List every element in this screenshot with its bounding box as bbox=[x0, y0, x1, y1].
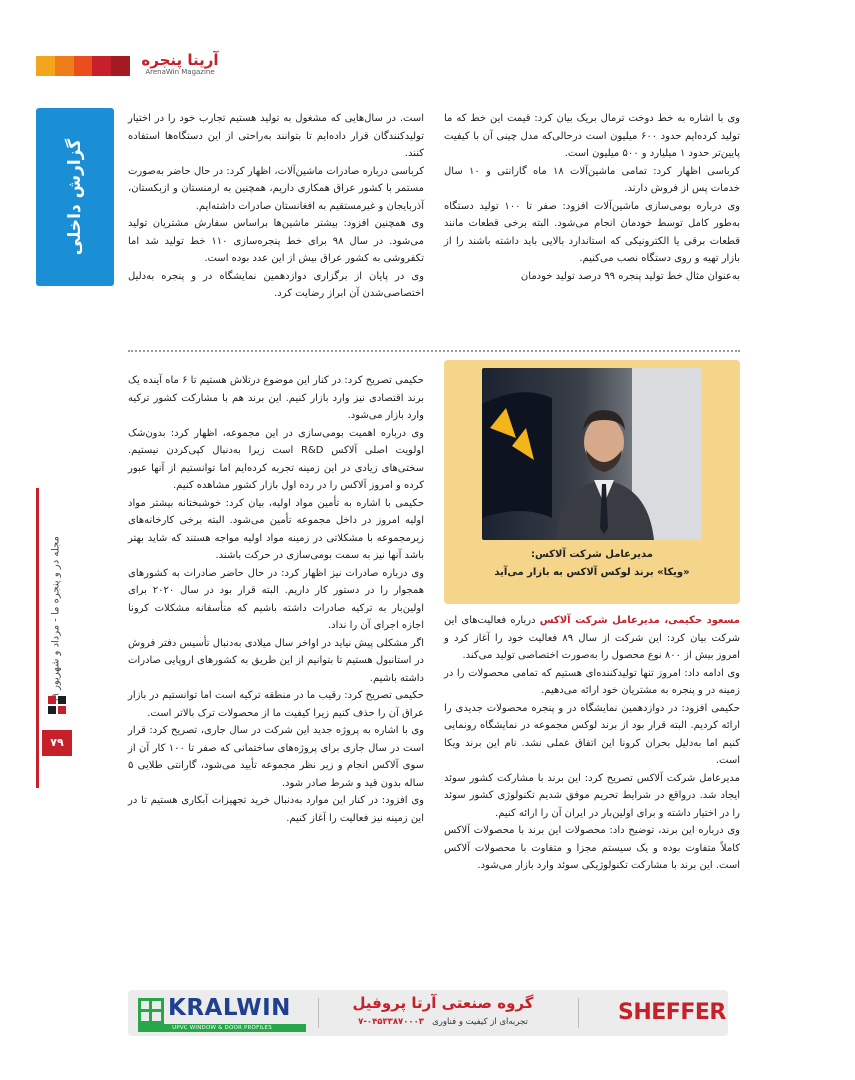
kralwin-subtitle: UPVC WINDOW & DOOR PROFILES bbox=[138, 1024, 306, 1032]
section-tab-label: گزارش داخلی bbox=[65, 138, 85, 256]
paragraph: است. در سال‌هایی که مشغول به تولید هستیم تجارب خود را در اختیار تولیدکنندگان قرار داده‌ایم تا بتوانند به‌راحتی از این دستگاه‌ها استفاده کنند. bbox=[128, 113, 424, 159]
paragraph: وی با اشاره به خط دوخت ترمال بریک بیان کرد: قیمت این خط که ما تولید کرده‌ایم حدود ۶۰۰ میلیون است در‌حالی‌که مدل چینی آن با کیفیت پایین‌تر حدود ۱ میلیارد و ۵۰۰ میلیون است. bbox=[444, 113, 741, 159]
interviewee-photo bbox=[482, 368, 702, 540]
paragraph: حکیمی تصریح کرد: در کنار این موضوع درتلاش هستیم تا ۶ ماه آینده یک برند اقتصادی نیز وارد بازار کنیم. این برند هم با مشارکت کشور ترکیه وارد بازار می‌شود. bbox=[128, 375, 424, 421]
page-number: ۷۹ bbox=[42, 730, 72, 756]
paragraph: مدیرعامل شرکت آلاکس تصریح کرد: این برند با مشارکت کشور سوئد ایجاد شد. درواقع در شرایط تحریم موفق شدیم تکنولوژی کشور سوئد را در اختیار داشته و برای اولین‌بار در ایران آن را ارائه کنیم. bbox=[444, 772, 740, 819]
margin-accent-rule bbox=[36, 488, 39, 788]
section-divider bbox=[128, 350, 740, 352]
lead-name: مسعود حکیمی، مدیرعامل شرکت آلاکس bbox=[539, 615, 740, 626]
ad-divider bbox=[578, 998, 579, 1028]
caption-line: مدیرعامل شرکت آلاکس: bbox=[531, 549, 653, 560]
article-column-bottom-right bbox=[444, 612, 740, 875]
paragraph: حکیمی با اشاره به تأمین مواد اولیه، بیان کرد: خوشبختانه بیشتر مواد اولیه امروز در داخل مجموعه تأمین می‌شود. البته برخی کارخانه‌های زیرمجموعه با مشکلاتی در زمینه مواد اولیه مواجه هستند که شاید بهتر باشد آنها نیز به سمت بومی‌سازی در حرکت باشند. bbox=[128, 497, 424, 561]
paragraph: به‌عنوان مثال خط تولید پنجره ۹۹ درصد تولید خودمان bbox=[520, 270, 740, 282]
article-column-top-right bbox=[444, 110, 740, 285]
paragraph: وی افزود: در کنار این موارد به‌دنبال خرید تجهیزات آبکاری هستیم تا در این زمینه نیز فعالیت را آغاز کنیم. bbox=[128, 795, 424, 824]
paragraph: وی درباره اهمیت بومی‌سازی در این مجموعه، اظهار کرد: بدون‌شک اولویت اصلی آلاکس R&D است زیرا به‌دنبال کپی‌کردن نیستیم. سختی‌های زیادی در این زمینه تجربه کرده‌ایم اما توانستیم از آنها عبور کرده و امروز آلاکس را در رده اول بازار کشور مشاهده کنیم. bbox=[128, 427, 424, 491]
ad-divider bbox=[318, 998, 319, 1028]
logo-color-bars bbox=[36, 56, 130, 76]
paragraph: حکیمی تصریح کرد: رقیب ما در منطقه ترکیه است اما توانستیم در بازار عراق آن را حذف کنیم زیرا کیفیت ما از محصولات ترک بالاتر است. bbox=[128, 690, 424, 719]
paragraph: کرباسی اظهار کرد: تمامی ماشین‌آلات ۱۸ ماه گارانتی و ۱۰ سال خدمات پس از فروش دارند. bbox=[444, 165, 740, 194]
paragraph: وی همچنین افزود: بیشتر ماشین‌ها براساس سفارش مشتریان تولید می‌شود. در سال ۹۸ برای خط پنجره‌سازی ۱۱۰ خط تولید شد اما تکفروشی به کشور عراق بیش از این عدد بوده است. bbox=[128, 218, 424, 264]
paragraph: وی ادامه داد: امروز تنها تولیدکننده‌ای هستیم که تمامی محصولات را در زمینه در و پنجره به مشتریان خود ارائه می‌دهیم. bbox=[444, 667, 740, 696]
advertisement-banner[interactable] bbox=[128, 990, 728, 1036]
lead-rest: درباره فعالیت‌های این شرکت بیان کرد: این شرکت از سال ۸۹ فعالیت خود را آغاز کرد و امروز بیش از ۸۰۰ نوع محصول را به‌صورت اختصاصی تولید می‌کند. bbox=[444, 615, 740, 661]
ad-phone: ۰۴۵۳۳۸۷۰۰۰۳-۷ bbox=[358, 1017, 424, 1027]
paragraph: وی درباره بومی‌سازی ماشین‌آلات افزود: صفر تا ۱۰۰ تولید دستگاه به‌طور کامل توسط خودمان انجام می‌شود. البته برخی قطعات مانند قطعات برقی یا الکترونیکی که استاندارد بالایی باید داشته باشند را از بازار تهیه و روی دستگاه نصب می‌کنیم. bbox=[444, 200, 740, 264]
ad-title: گروه صنعتی آرتا پروفیل bbox=[352, 994, 534, 1012]
lead-paragraph bbox=[444, 612, 740, 665]
paragraph: اگر مشکلی پیش نیاید در اواخر سال میلادی به‌دنبال تأسیس دفتر فروش در استانبول هستیم تا بتوانیم از این طریق به کشورهای اروپایی صادرات داشته باشیم. bbox=[128, 637, 424, 684]
article-column-bottom-left bbox=[128, 372, 424, 827]
ad-tagline-text: تجربه‌ای از کیفیت و فناوری bbox=[432, 1017, 528, 1027]
interview-photo-box bbox=[444, 360, 740, 604]
caption-line: «ویکا» برند لوکس آلاکس به بازار می‌آید bbox=[494, 567, 690, 578]
kralwin-name: KRALWIN bbox=[168, 995, 291, 1021]
logo-wordmark bbox=[132, 52, 228, 77]
magazine-logo bbox=[36, 50, 228, 82]
logo-subtitle: ArenaWin Magazine bbox=[145, 68, 215, 76]
ad-tagline bbox=[328, 1014, 558, 1030]
photo-caption bbox=[444, 546, 740, 582]
article-column-top-left bbox=[128, 110, 424, 303]
paragraph: کرباسی درباره صادرات ماشین‌آلات، اظهار کرد: در حال حاضر به‌صورت مستمر با کشور عراق همکاری داریم، همچنین به ارمنستان و ازبکستان، آذربایجان و غیرمستقیم به افغانستان صادرات داشته‌ایم. bbox=[128, 165, 424, 212]
sheffer-logo: SHEFFER bbox=[618, 1000, 726, 1025]
running-title-text: مجله در و پنجره ما - مرداد و شهریور bbox=[50, 536, 62, 690]
paragraph: حکیمی افزود: در دوازدهمین نمایشگاه در و پنجره محصولات جدیدی را ارائه کردیم. البته قرار بود از برند لوکس مجموعه در نمایشگاه رونمایی کنیم اما به‌دلیل بحران کرونا این اتفاق عملی نشد. نام این برند ویکا است. bbox=[444, 702, 740, 766]
kralwin-logo bbox=[136, 994, 306, 1032]
magazine-emblem-icon bbox=[46, 694, 68, 716]
paragraph: وی درباره این برند، توضیح داد: محصولات این برند با محصولات آلاکس کاملاً متفاوت بوده و یک سیستم مجزا و متفاوت با محصولات آلاکس است. این برند با مشارکت تکنولوژیکی سوئد وارد بازار می‌شود. bbox=[444, 825, 740, 871]
section-tab bbox=[36, 108, 114, 286]
arta-profil-ad bbox=[328, 992, 558, 1034]
paragraph: وی در پایان از برگزاری دوازدهمین نمایشگاه در و پنجره به‌دلیل اختصاصی‌شدن آن ابراز رضایت کرد. bbox=[128, 270, 424, 299]
paragraph: وی با اشاره به پروژه جدید این شرکت در سال جاری، تصریح کرد: قرار است در سال جاری برای پروژه‌های ساختمانی که صفر تا ۱۰۰ کار آن از سوی آلاکس انجام و زیر نظر مجموعه تأیید می‌شود، گارانتی طلایی ۵ ساله بدون قید و شرط صادر شود. bbox=[128, 725, 425, 789]
paragraph: وی درباره صادرات نیز اظهار کرد: در حال حاضر صادرات به کشورهای همجوار را در دستور کار داریم. البته قرار بود در سال ۲۰۲۰ برای اولین‌بار به ترکیه صادرات داشته باشیم که متأسفانه مشکلات کرونا اجازه اجرای آن را نداد. bbox=[128, 567, 424, 631]
window-icon bbox=[138, 998, 164, 1024]
logo-title: آرینا پنجره bbox=[141, 51, 219, 69]
